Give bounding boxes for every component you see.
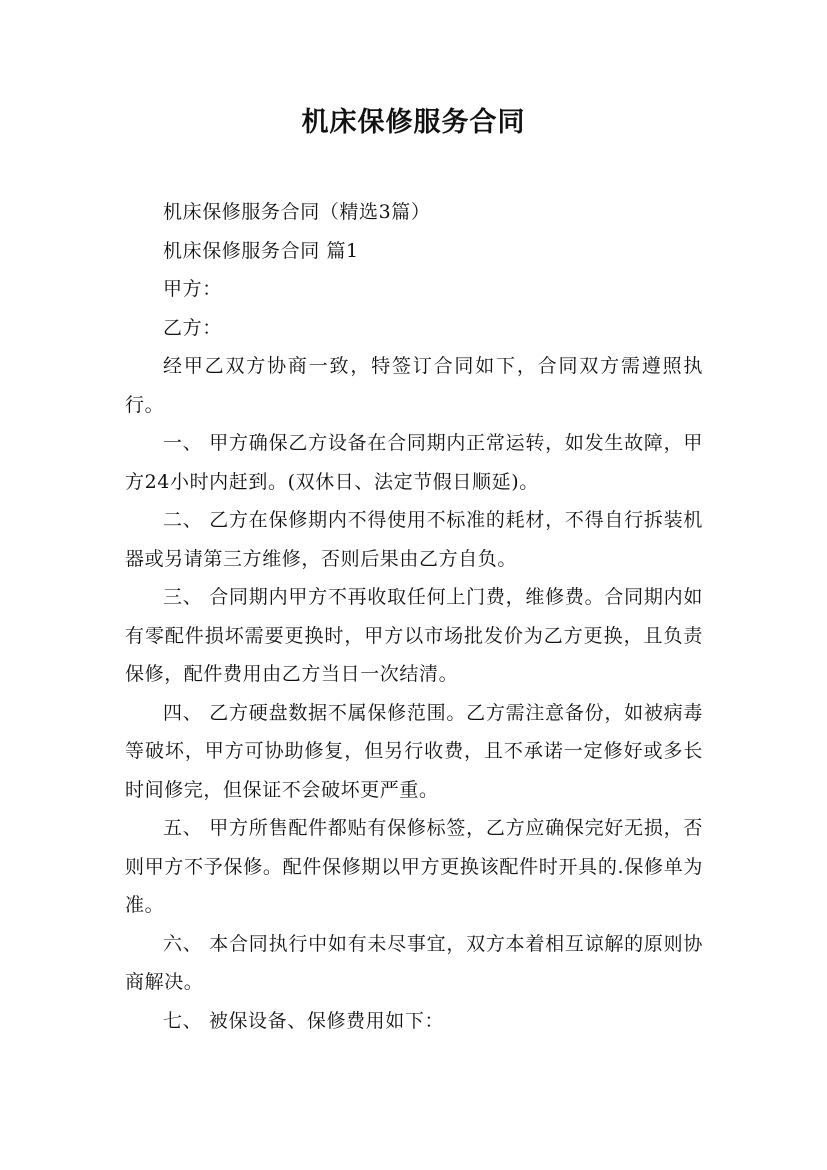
paragraph-clause-5: 五、 甲方所售配件都贴有保修标签，乙方应确保完好无损，否则甲方不予保修。配件保修期以甲方更换该配件时开具的.保修单为准。 <box>125 817 703 916</box>
paragraph-party-a: 甲方： <box>163 278 222 300</box>
paragraph-section-heading: 机床保修服务合同 篇1 <box>163 239 359 262</box>
paragraph-clause-6: 六、 本合同执行中如有未尽事宜，双方本着相互谅解的原则协商解决。 <box>125 932 703 993</box>
paragraph-preamble: 经甲乙双方协商一致，特签订合同如下，合同双方需遵照执行。 <box>125 355 703 416</box>
paragraph-clause-4: 四、 乙方硬盘数据不属保修范围。乙方需注意备份，如被病毒等破坏，甲方可协助修复，但另行收费，且不承诺一定修好或多长时间修完，但保证不会破坏更严重。 <box>125 701 703 801</box>
paragraph-clause-7: 七、 被保设备、保修费用如下： <box>163 1009 445 1032</box>
paragraph-clause-1: 一、 甲方确保乙方设备在合同期内正常运转，如发生故障，甲方24小时内赶到。(双休日、法定节假日顺延)。 <box>125 432 703 493</box>
paragraph-party-b: 乙方： <box>163 316 222 339</box>
paragraph-clause-3: 三、 合同期内甲方不再收取任何上门费，维修费。合同期内如有零配件损坏需要更换时，甲方以市场批发价为乙方更换，且负责保修，配件费用由乙方当日一次结清。 <box>125 586 703 685</box>
paragraph-clause-2: 二、 乙方在保修期内不得使用不标准的耗材，不得自行拆装机器或另请第三方维修，否则后果由乙方自负。 <box>125 509 703 570</box>
document-title: 机床保修服务合同 <box>301 107 526 138</box>
paragraph-subtitle: 机床保修服务合同（精选3篇） <box>163 201 431 223</box>
document-body <box>125 193 703 1040</box>
